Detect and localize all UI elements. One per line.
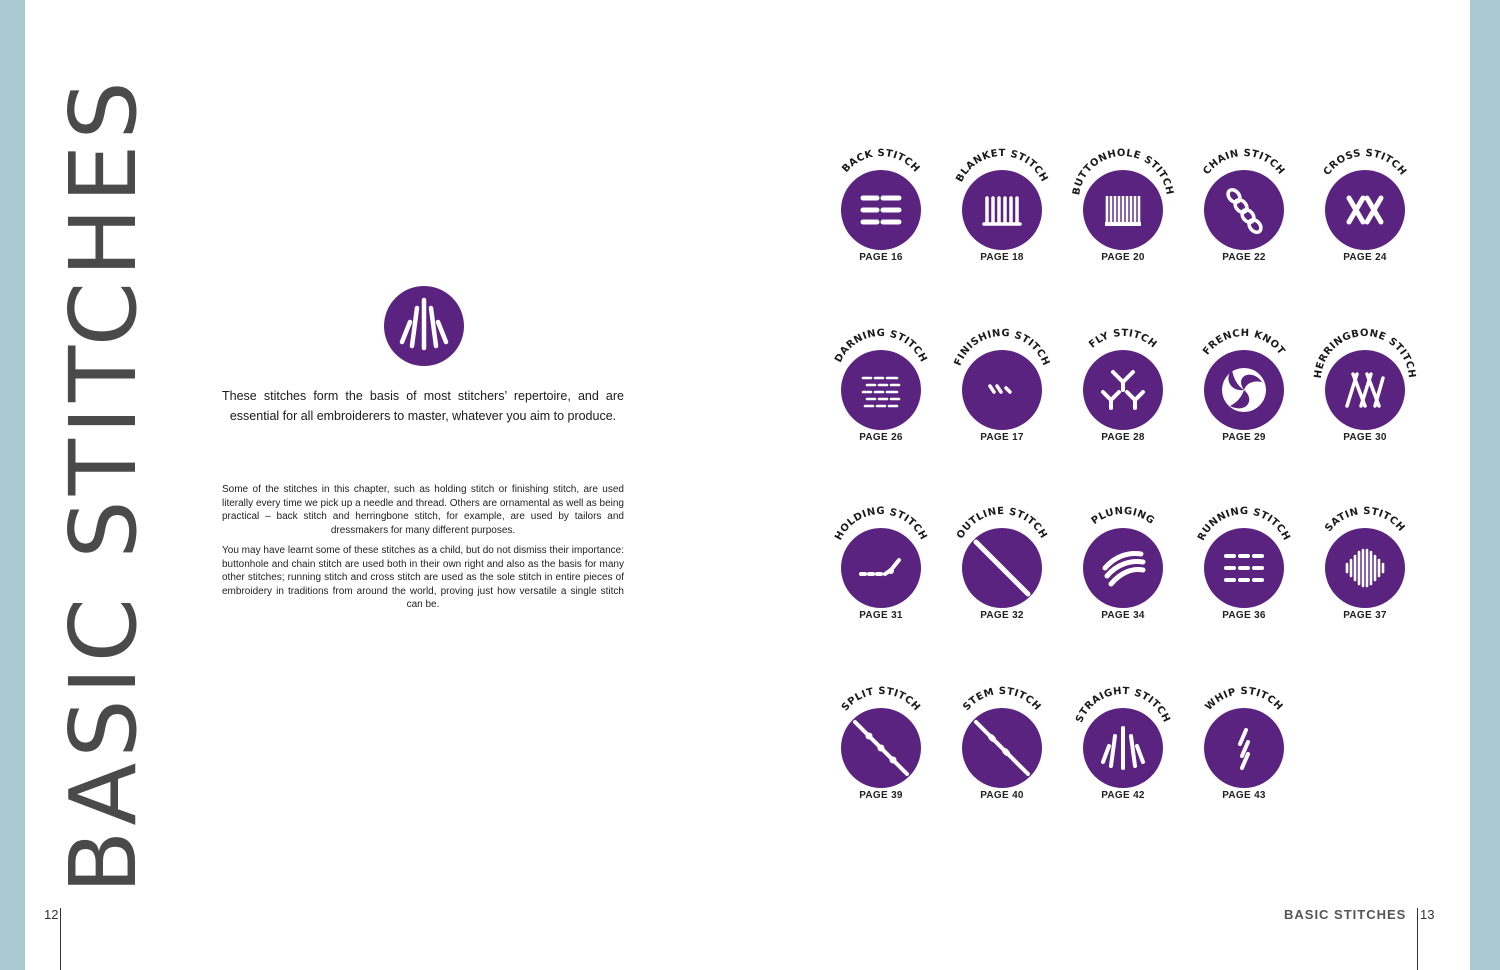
stitch-name: HOLDING STITCH <box>833 505 929 543</box>
stitch-entry <box>1305 505 1425 628</box>
stitch-entry <box>1184 327 1304 450</box>
stitch-name: CROSS STITCH <box>1321 147 1409 178</box>
stitch-page-reference: PAGE 36 <box>1222 610 1266 621</box>
stitch-entry <box>942 505 1062 628</box>
stitch-page-reference: PAGE 30 <box>1343 432 1387 443</box>
stitch-name: STEM STITCH <box>961 685 1043 713</box>
stitch-name: SPLIT STITCH <box>839 685 923 714</box>
right-folio-rule <box>1417 908 1418 970</box>
straight-stitch-fan-icon <box>384 286 464 366</box>
stitch-entry <box>1184 505 1304 628</box>
stitch-name: OUTLINE STITCH <box>955 505 1049 541</box>
stitch-page-reference: PAGE 26 <box>859 432 903 443</box>
stitch-name: WHIP STITCH <box>1203 685 1285 713</box>
stitch-page-reference: PAGE 17 <box>980 432 1024 443</box>
stitch-name: BLANKET STITCH <box>954 147 1050 185</box>
stitch-name: BACK STITCH <box>840 147 922 175</box>
stitch-name: STRAIGHT STITCH <box>1074 685 1172 725</box>
stitch-page-reference: PAGE 29 <box>1222 432 1266 443</box>
right-margin-band <box>1470 0 1500 970</box>
stitch-page-reference: PAGE 37 <box>1343 610 1387 621</box>
stitch-page-reference: PAGE 24 <box>1343 252 1387 263</box>
stitch-entry <box>1063 327 1183 450</box>
stitch-name: CHAIN STITCH <box>1201 147 1287 177</box>
stitch-entry <box>1063 505 1183 628</box>
stitch-page-reference: PAGE 40 <box>980 790 1024 801</box>
stitch-name: RUNNING STITCH <box>1196 505 1292 543</box>
stitch-entry <box>1063 147 1183 270</box>
stitch-entry <box>821 327 941 450</box>
stitch-name: FRENCH KNOT <box>1201 327 1287 358</box>
stitch-entry <box>821 147 941 270</box>
stitch-entry <box>1184 147 1304 270</box>
stitch-page-reference: PAGE 22 <box>1222 252 1266 263</box>
stitch-name: HERRINGBONE STITCH <box>1312 327 1418 379</box>
stitch-page-reference: PAGE 28 <box>1101 432 1145 443</box>
stitch-entry <box>821 505 941 628</box>
running-head: BASIC STITCHES <box>1284 907 1407 922</box>
stitch-page-reference: PAGE 16 <box>859 252 903 263</box>
intro-paragraph-1: Some of the stitches in this chapter, such as holding stitch or finishing stitch, are used literally every time we pick up a needle and thread. Others are ornamental as well as being practical – back stitch and herringbone stitch, for example, are used by tailors and dressmakers for many different purposes. <box>222 484 624 536</box>
left-page-number: 12 <box>44 907 59 922</box>
stitch-entry <box>942 147 1062 270</box>
stitch-name: FLY STITCH <box>1087 327 1159 351</box>
intro-lead: These stitches form the basis of most stitchers’ repertoire, and are essential for all embroiderers to master, whatever you aim to produce. <box>222 389 624 423</box>
stitch-entry <box>1063 685 1183 808</box>
stitch-name: PLUNGING <box>1089 505 1157 527</box>
stitch-entry <box>1305 147 1425 270</box>
stitch-page-reference: PAGE 42 <box>1101 790 1145 801</box>
left-margin-band <box>0 0 25 970</box>
stitch-entry <box>942 327 1062 450</box>
right-page-number: 13 <box>1420 907 1435 922</box>
stitch-page-reference: PAGE 39 <box>859 790 903 801</box>
stitch-entry <box>821 685 941 808</box>
stitch-page-reference: PAGE 18 <box>980 252 1024 263</box>
intro-paragraph-2: You may have learnt some of these stitches as a child, but do not dismiss their importance: buttonhole and chain stitch are used both in their own right and also as the basis for many other stitches; running stitch and cross stitch are used as the sole stitch in entire pieces of embroidery in traditions from around the world, proving just how versatile a single stitch can be. <box>222 545 624 610</box>
stitch-entry <box>942 685 1062 808</box>
stitch-name: SATIN STITCH <box>1323 505 1407 535</box>
stitch-name: FINISHING STITCH <box>952 327 1052 368</box>
stitch-name: DARNING STITCH <box>833 327 929 365</box>
stitch-entry <box>1184 685 1304 808</box>
left-folio-rule <box>60 908 61 970</box>
stitch-page-reference: PAGE 43 <box>1222 790 1266 801</box>
chapter-title: BASIC STITCHES <box>50 76 157 894</box>
stitch-page-reference: PAGE 20 <box>1101 252 1145 263</box>
stitch-entry <box>1305 327 1425 450</box>
stitch-page-reference: PAGE 34 <box>1101 610 1145 621</box>
stitch-page-reference: PAGE 32 <box>980 610 1024 621</box>
stitch-name: BUTTONHOLE STITCH <box>1071 147 1175 197</box>
stitch-page-reference: PAGE 31 <box>859 610 903 621</box>
